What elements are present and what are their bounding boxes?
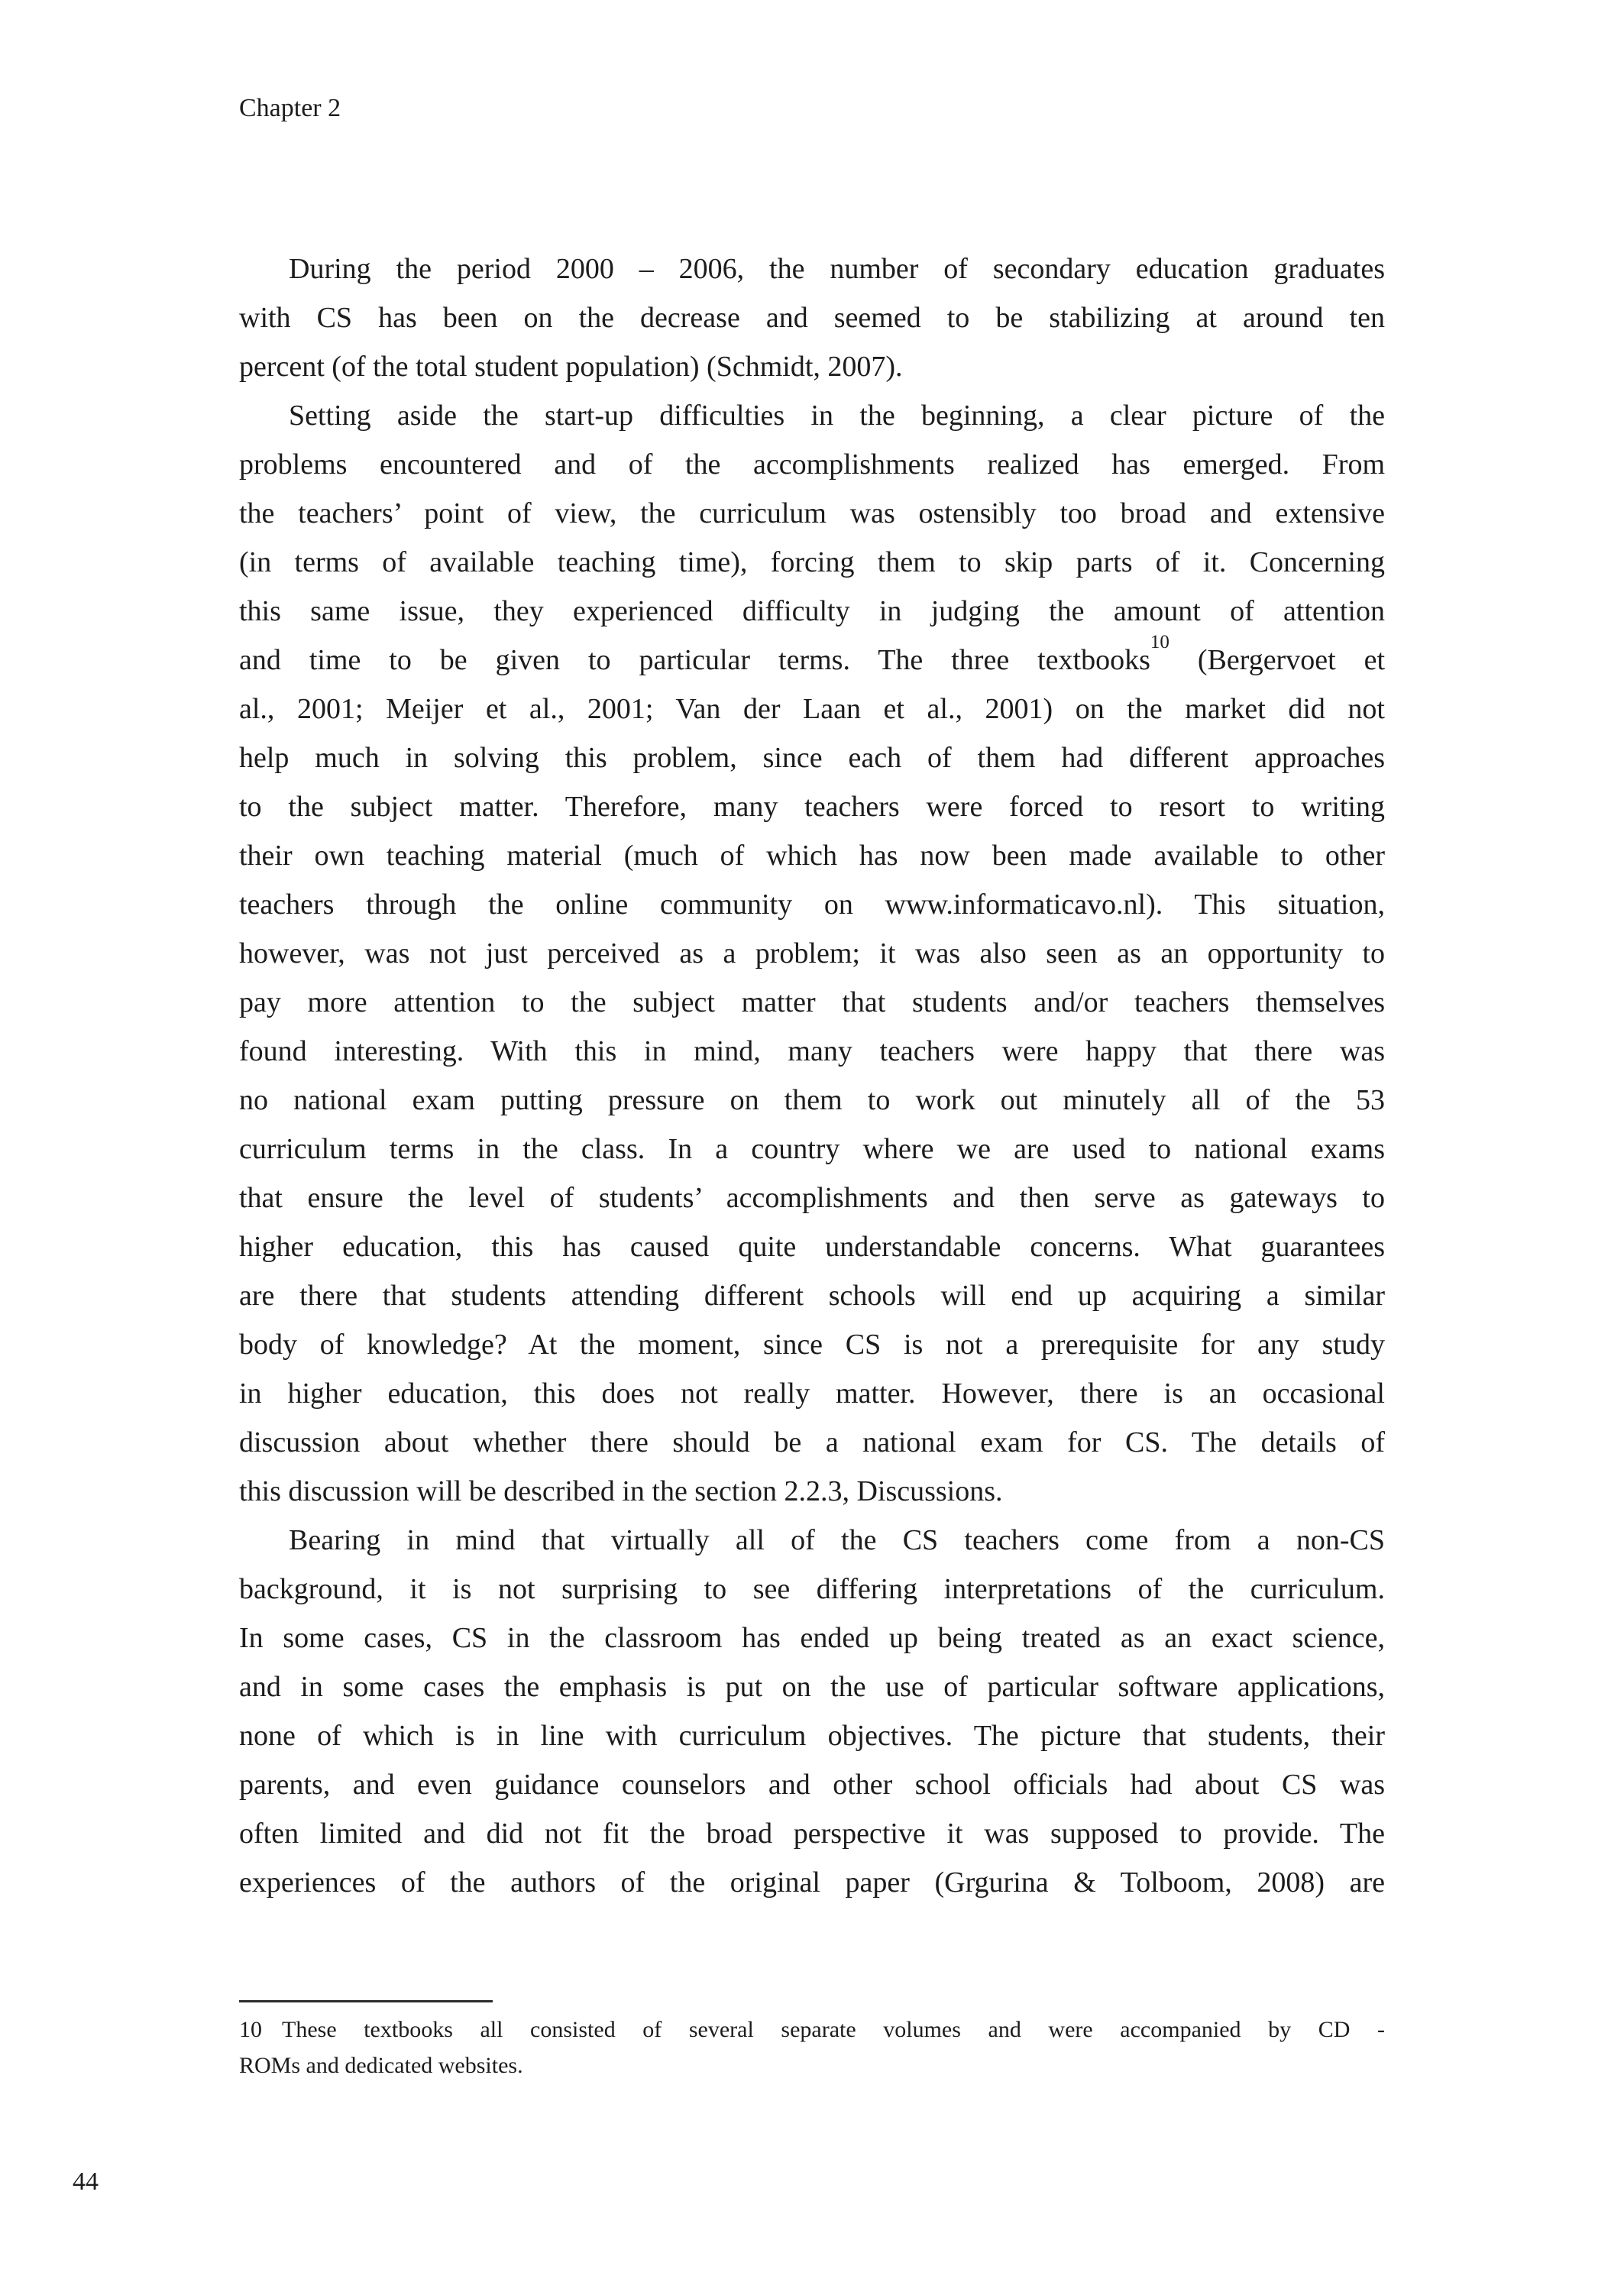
body-text-segment: problems encountered and of the accomplishments realized has emerged. From <box>239 448 1385 481</box>
body-text-segment: no national exam putting pressure on them to work out minutely all of the 53 <box>239 1084 1385 1116</box>
body-text-segment: in higher education, this does not really matter. However, there is an occasional <box>239 1377 1385 1410</box>
body-line <box>239 1174 1385 1222</box>
body-line <box>239 1858 1385 1907</box>
body-text-segment: pay more attention to the subject matter that students and/or teachers themselves <box>239 986 1385 1018</box>
body-line <box>239 1222 1385 1271</box>
body-line <box>239 1076 1385 1125</box>
body-line <box>239 391 1385 440</box>
footnote-line <box>239 2012 1385 2048</box>
body-text-segment: often limited and did not fit the broad perspective it was supposed to provide. The <box>239 1818 1385 1850</box>
body-line <box>239 1271 1385 1320</box>
body-line <box>239 1516 1385 1565</box>
body-text-segment: background, it is not surprising to see differing interpretations of the curriculum. <box>239 1573 1385 1605</box>
paragraph <box>239 1516 1385 1907</box>
body-text-segment: (in terms of available teaching time), forcing them to skip parts of it. Concerning <box>239 546 1385 578</box>
body-text-segment: parents, and even guidance counselors and other school officials had about CS was <box>239 1769 1385 1801</box>
footnote-text: These textbooks all consisted of several separate volumes and were accompanied by CD - <box>282 2017 1385 2042</box>
footnote-line <box>239 2048 1385 2083</box>
body-line <box>239 1565 1385 1614</box>
body-text-segment: found interesting. With this in mind, many teachers were happy that there was <box>239 1035 1385 1067</box>
body-line <box>239 1711 1385 1760</box>
body-line <box>239 831 1385 880</box>
body-text-segment: curriculum terms in the class. In a country where we are used to national exams <box>239 1133 1385 1165</box>
footnote-marker: 10 <box>239 2017 262 2042</box>
body-line <box>239 244 1385 293</box>
footnote-ref: 10 <box>1150 632 1169 653</box>
body-line <box>239 632 1386 685</box>
body-text-segment: this same issue, they experienced difficulty in judging the amount of attention <box>239 595 1385 627</box>
body-text-segment: teachers through the online community on www.informaticavo.nl). This situation, <box>239 889 1385 921</box>
body-text-segment: are there that students attending different schools will end up acquiring a similar <box>239 1280 1385 1312</box>
body-text-segment: During the period 2000 – 2006, the number of secondary education graduates <box>289 253 1385 285</box>
body-line <box>239 538 1385 587</box>
footnote <box>239 2012 1385 2083</box>
body-text-segment: with CS has been on the decrease and seemed to be stabilizing at around ten <box>239 302 1385 334</box>
body-text-segment: (Bergervoet et <box>1169 644 1386 676</box>
body-text-segment: help much in solving this problem, since each of them had different approaches <box>239 742 1385 774</box>
body-text-segment: their own teaching material (much of which has now been made available to other <box>239 840 1385 872</box>
body-line <box>239 1027 1385 1076</box>
body-text-segment: higher education, this has caused quite understandable concerns. What guarantees <box>239 1231 1385 1263</box>
body-line <box>239 1662 1385 1711</box>
body-line <box>239 733 1385 782</box>
body-text-segment: experiences of the authors of the original paper (Grgurina & Tolboom, 2008) are <box>239 1866 1385 1899</box>
body-line <box>239 782 1385 831</box>
footnote-separator-rule <box>239 2000 493 2002</box>
body-line <box>239 440 1385 489</box>
body-line <box>239 978 1385 1027</box>
body-line <box>239 293 1385 342</box>
body-line <box>239 880 1385 929</box>
body-text-segment: and in some cases the emphasis is put on the use of particular software applications, <box>239 1671 1385 1703</box>
body-text-segment: this discussion will be described in the section 2.2.3, Discussions. <box>239 1475 1003 1507</box>
footnote-text: ROMs and dedicated websites. <box>239 2053 523 2078</box>
body-text-segment: the teachers’ point of view, the curriculum was ostensibly too broad and extensive <box>239 497 1385 529</box>
body-line <box>239 1614 1385 1662</box>
body-line <box>239 342 1385 391</box>
body-line <box>239 1320 1385 1369</box>
body-text-segment: however, was not just perceived as a problem; it was also seen as an opportunity to <box>239 937 1385 970</box>
body-text <box>239 244 1385 1907</box>
body-line <box>239 685 1385 733</box>
body-line <box>239 929 1385 978</box>
body-text-segment: discussion about whether there should be a national exam for CS. The details of <box>239 1426 1385 1458</box>
body-text-segment: that ensure the level of students’ accomplishments and then serve as gateways to <box>239 1182 1385 1214</box>
body-text-segment: Bearing in mind that virtually all of the CS teachers come from a non-CS <box>289 1524 1385 1556</box>
paragraph <box>239 391 1385 1516</box>
body-text-segment: Setting aside the start-up difficulties in the beginning, a clear picture of the <box>289 400 1385 432</box>
body-line <box>239 1809 1385 1858</box>
body-text-segment: percent (of the total student population) (Schmidt, 2007). <box>239 351 903 383</box>
body-text-segment: al., 2001; Meijer et al., 2001; Van der Laan et al., 2001) on the market did not <box>239 693 1385 725</box>
page-number: 44 <box>73 2167 99 2196</box>
paragraph <box>239 244 1385 391</box>
chapter-header: Chapter 2 <box>239 94 341 122</box>
body-text-segment: body of knowledge? At the moment, since CS is not a prerequisite for any study <box>239 1329 1385 1361</box>
body-text-segment: and time to be given to particular terms. The three textbooks <box>239 644 1150 676</box>
body-line <box>239 1369 1385 1418</box>
body-line <box>239 1760 1385 1809</box>
body-text-segment: to the subject matter. Therefore, many teachers were forced to resort to writing <box>239 791 1385 823</box>
body-text-segment: none of which is in line with curriculum objectives. The picture that students, their <box>239 1720 1385 1752</box>
body-line <box>239 1418 1385 1467</box>
body-line <box>239 1467 1385 1516</box>
body-line <box>239 1125 1385 1174</box>
body-line <box>239 587 1385 636</box>
body-text-segment: In some cases, CS in the classroom has ended up being treated as an exact science, <box>239 1622 1385 1654</box>
body-line <box>239 489 1385 538</box>
